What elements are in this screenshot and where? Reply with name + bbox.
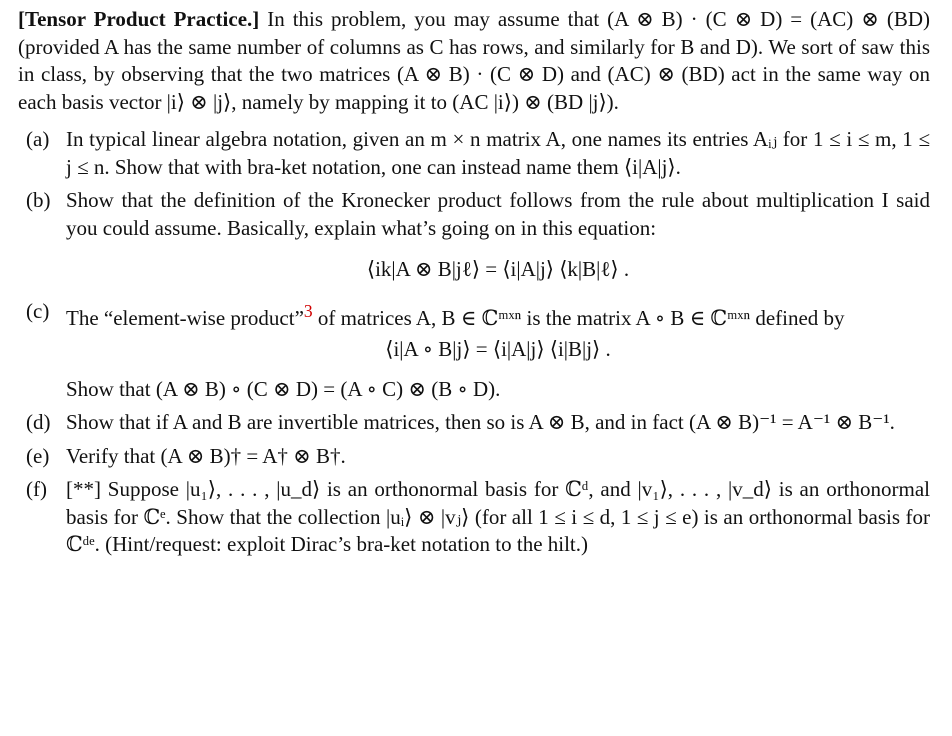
part-a — [18, 126, 930, 181]
part-label: (c) — [26, 298, 50, 323]
part-text-end: Show that (A ⊗ B) ∘ (C ⊗ D) = (A ∘ C) ⊗ (B ∘ D). — [66, 376, 501, 401]
part-b — [18, 187, 930, 284]
part-label: (d) — [26, 410, 51, 434]
part-text-after: of matrices A, B ∈ ℂᵐˣⁿ is the matrix A ∘ B ∈ ℂᵐˣⁿ defined by — [312, 305, 845, 330]
part-text-before: The “element-wise product” — [66, 305, 304, 330]
part-f — [18, 476, 930, 559]
part-text: [**] Suppose |u₁⟩, . . . , |u_d⟩ is an orthonormal basis for ℂᵈ, and |v₁⟩, . . . , |v_d⟩ is an orthonormal basis for ℂᵉ. Show that the collection |uᵢ⟩ ⊗ |vⱼ⟩ (for all 1 ≤ i ≤ d, 1 ≤ j ≤ e) is an orthonormal basis for ℂᵈᵉ. (Hint/request: exploit Dirac’s bra-ket notation to the hilt.) — [66, 477, 930, 556]
footnote-mark[interactable]: 3 — [303, 300, 313, 321]
part-label: (e) — [26, 443, 50, 468]
part-label: (f) — [26, 477, 47, 501]
part-text: In typical linear algebra notation, given an m × n matrix A, one names its entries Aᵢⱼ for 1 ≤ i ≤ m, 1 ≤ j ≤ n. Show that with bra-ket notation, one can instead name them ⟨i|A|j⟩. — [66, 127, 930, 179]
problem-intro — [18, 6, 930, 116]
intro-text: In this problem, you may assume that (A ⊗ B) · (C ⊗ D) = (AC) ⊗ (BD) (provided A has the same number of columns as C has rows, and similarly for B and D). We sort of saw this in class, by observing that the two matrices (A ⊗ B) · (C ⊗ D) and (AC) ⊗ (BD) act in the same way on each basis vector |i⟩ ⊗ |j⟩, namely by mapping it to (AC |i⟩) ⊗ (BD |j⟩). — [18, 7, 930, 114]
part-text: Show that if A and B are invertible matrices, then so is A ⊗ B, and in fact (A ⊗ B)⁻¹ = A⁻¹ ⊗ B⁻¹. — [66, 410, 895, 434]
part-c — [18, 298, 930, 404]
part-e — [18, 443, 930, 471]
part-label: (a) — [26, 127, 50, 151]
part-text: Show that the definition of the Kronecker product follows from the rule about multiplication I said you could assume. Basically, explain what’s going on in this equation: — [66, 188, 930, 240]
part-d — [18, 409, 930, 437]
part-text — [66, 298, 930, 333]
kronecker-equation: ⟨ik|A ⊗ B|jℓ⟩ = ⟨i|A|j⟩ ⟨k|B|ℓ⟩ . — [366, 257, 630, 281]
elementwise-equation: ⟨i|A ∘ B|j⟩ = ⟨i|A|j⟩ ⟨i|B|j⟩ . — [385, 337, 611, 361]
part-label: (b) — [26, 188, 51, 212]
problem-title: [Tensor Product Practice.] — [18, 7, 260, 31]
part-text: Verify that (A ⊗ B)† = A† ⊗ B†. — [66, 443, 346, 468]
